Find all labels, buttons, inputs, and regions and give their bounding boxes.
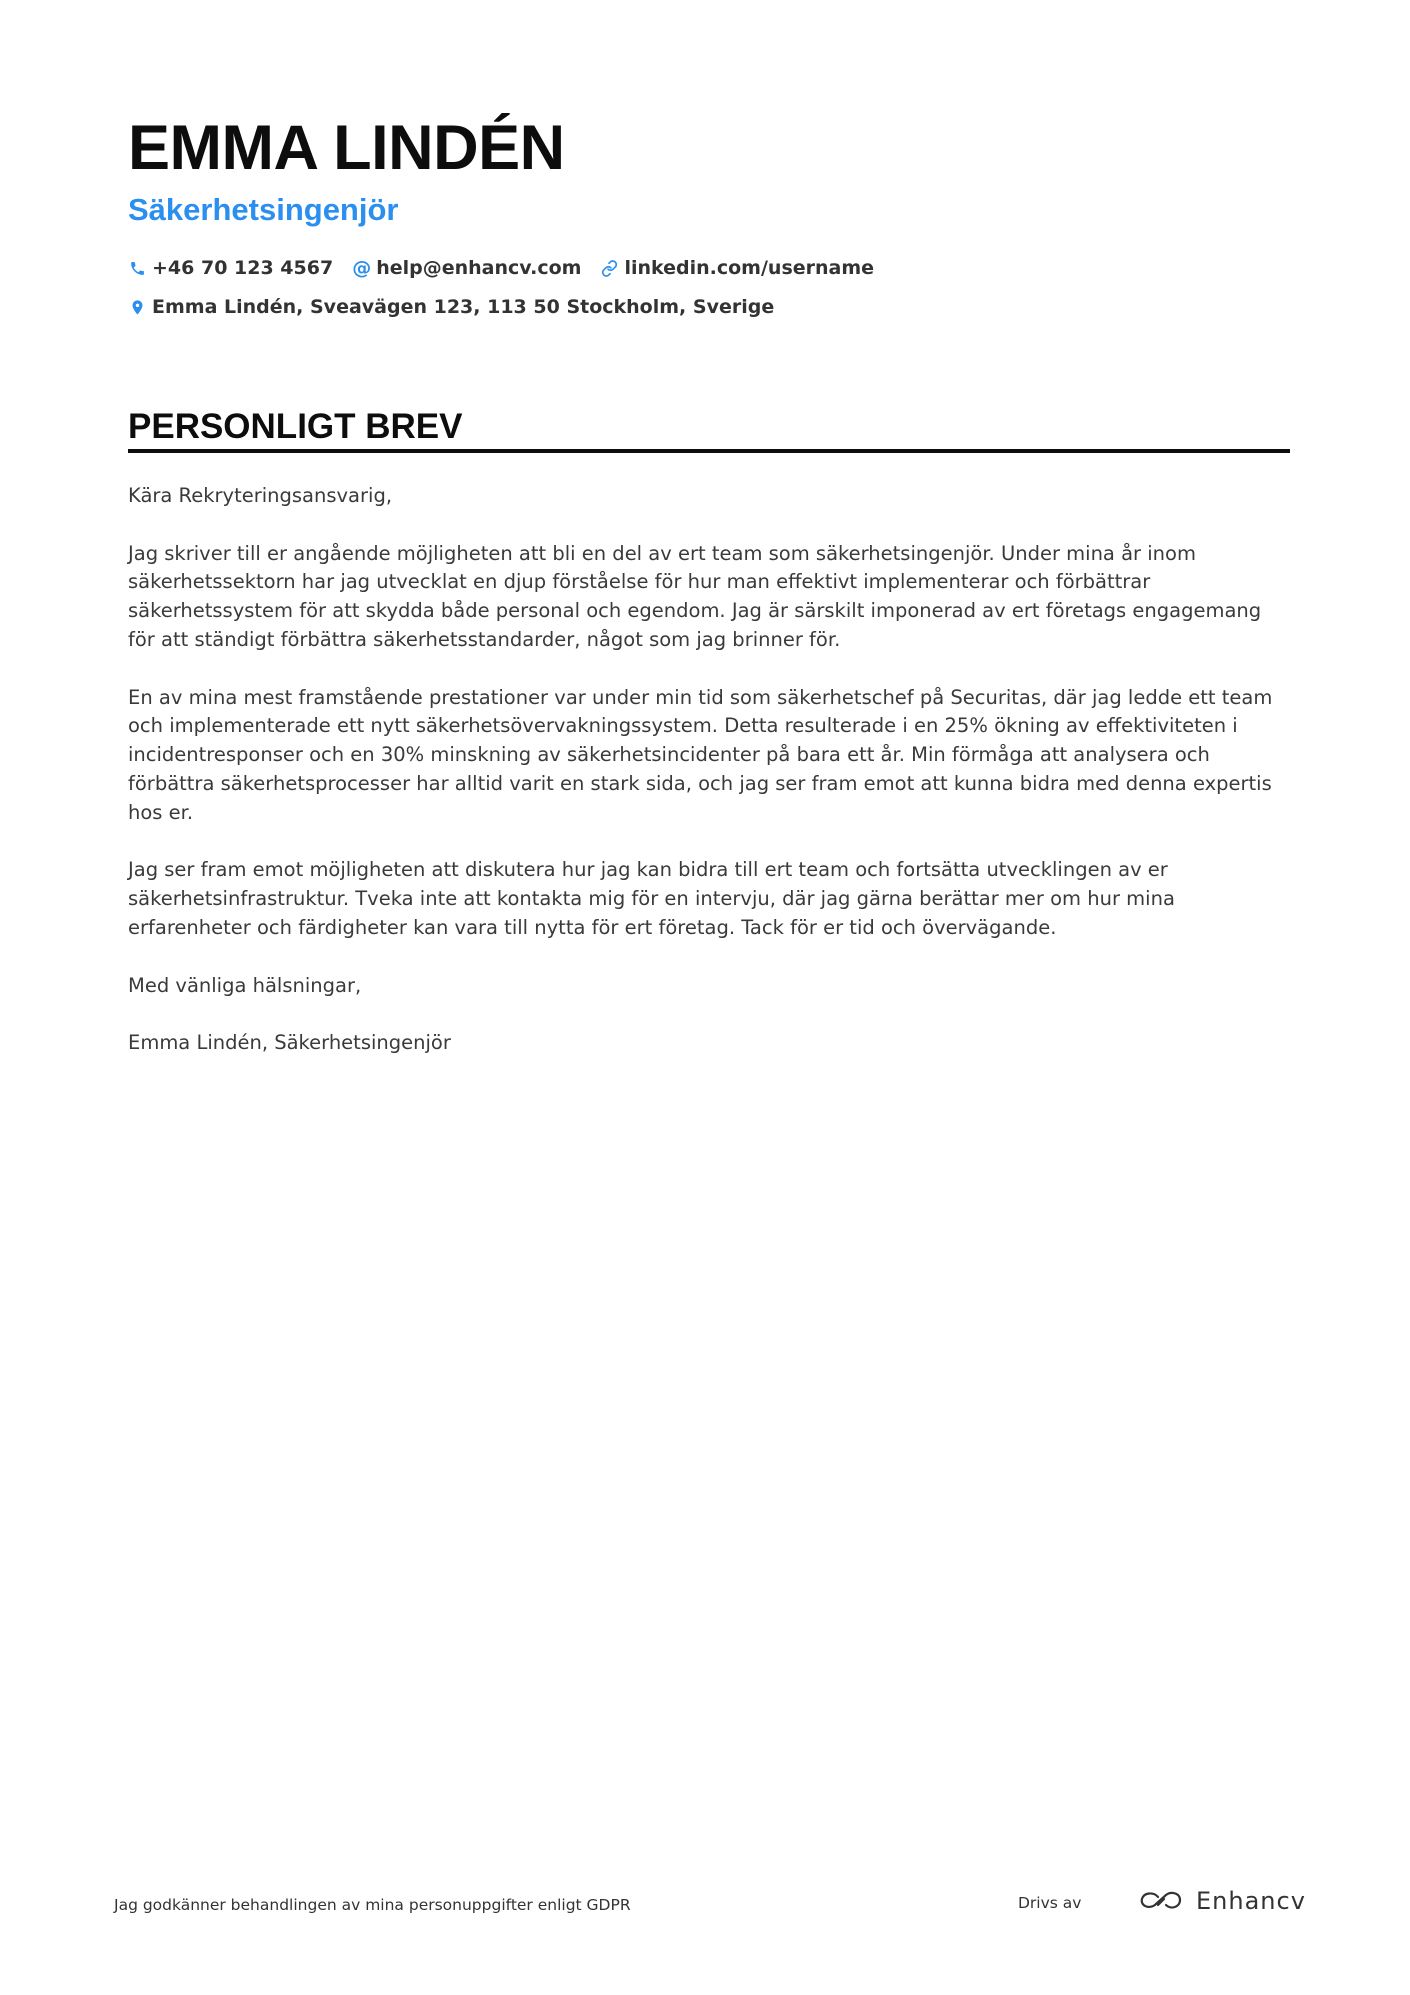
contact-linkedin	[600, 254, 874, 282]
letter-body	[128, 482, 1290, 1087]
phone-icon	[128, 259, 146, 277]
letter-paragraph: Jag ser fram emot möjligheten att diskutera hur jag kan bidra till ert team och fortsätta utvecklingen av er säkerhetsinfrastruktur. Tveka inte att kontakta mig för en intervju, där jag gärna berättar mer om hur mina erfarenheter och färdigheter kan vara till nytta för ert företag. Tack för er tid och övervägande.	[128, 858, 1175, 939]
brand-logo[interactable]	[1138, 1886, 1306, 1916]
contact-email	[352, 254, 581, 282]
section-divider	[128, 449, 1290, 453]
email-address[interactable]: help@enhancv.com	[376, 257, 582, 279]
job-title: Säkerhetsingenjör	[128, 192, 399, 227]
contact-row-primary	[128, 254, 893, 282]
phone-number[interactable]: +46 70 123 4567	[152, 257, 334, 279]
gdpr-consent-text: Jag godkänner behandlingen av mina personuppgifter enligt GDPR	[114, 1896, 631, 1914]
brand-name: Enhancv	[1196, 1887, 1306, 1915]
contact-phone	[128, 254, 333, 282]
candidate-name: EMMA LINDÉN	[128, 113, 565, 183]
contact-address	[128, 293, 774, 321]
linkedin-url[interactable]: linkedin.com/username	[624, 257, 875, 279]
letter-paragraph: En av mina mest framstående prestationer var under min tid som säkerhetschef på Securitas, där jag ledde ett team och implementerade ett nytt säkerhetsövervakningssystem. Detta resulterade i en 25% ökning av effektiviteten i incidentresponser och en 30% minskning av säkerhetsincidenter på bara ett år. Min förmåga att analysera och förbättra säkerhetsprocesser har alltid varit en stark sida, och jag ser fram emot att kunna bidra med denna expertis hos er.	[128, 685, 1273, 824]
link-icon	[600, 259, 618, 277]
at-icon: @	[352, 257, 372, 279]
location-pin-icon	[128, 298, 146, 316]
letter-closing: Med vänliga hälsningar,	[128, 973, 362, 997]
letter-greeting: Kära Rekryteringsansvarig,	[128, 484, 393, 507]
powered-by-label: Drivs av	[1018, 1894, 1082, 1912]
address-text: Emma Lindén, Sveavägen 123, 113 50 Stockholm, Sverige	[152, 296, 775, 318]
letter-signature: Emma Lindén, Säkerhetsingenjör	[128, 1031, 451, 1055]
section-heading: PERSONLIGT BREV	[128, 407, 463, 446]
contact-row-address	[128, 293, 793, 321]
letter-paragraph: Jag skriver till er angående möjligheten att bli en del av ert team som säkerhetsingenjör. Under mina år inom säkerhetssektorn har jag utvecklat en djup förståelse för hur man effektivt implementerar och förbättrar säkerhetssystem för att skydda både personal och egendom. Jag är särskilt imponerad av ert företags engagemang för att ständigt förbättra säkerhetsstandarder, något som jag brinner för.	[128, 541, 1262, 651]
enhancv-logo-icon	[1138, 1889, 1184, 1913]
